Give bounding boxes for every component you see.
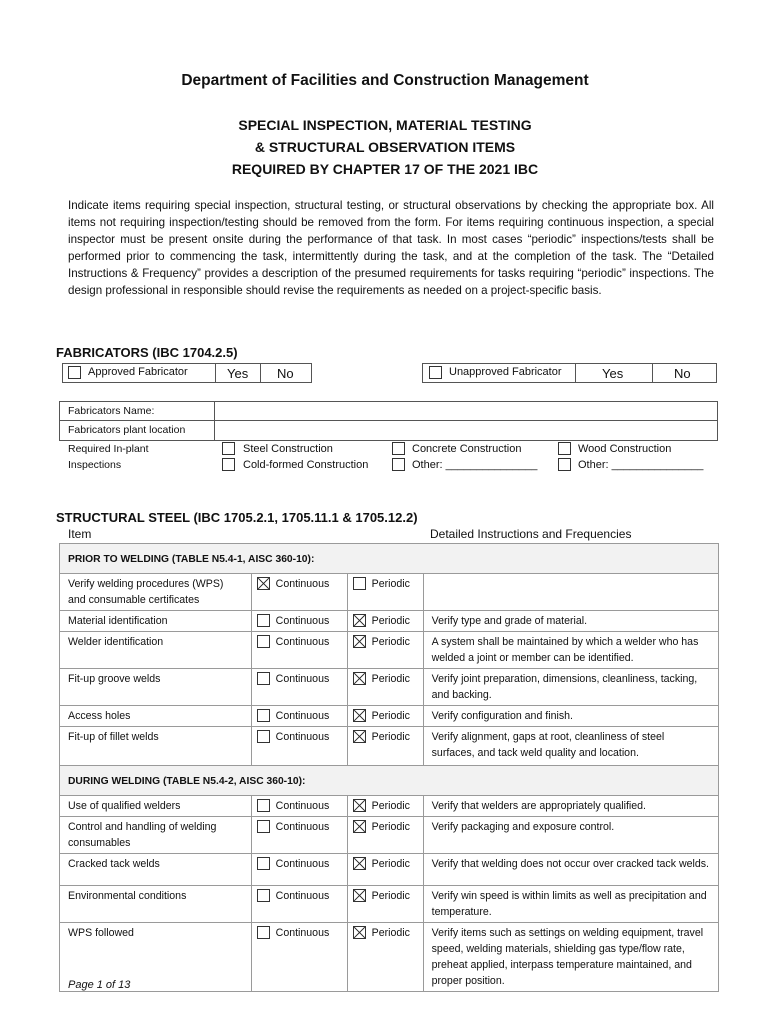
continuous-checkbox[interactable] [257,709,270,722]
continuous-checkbox[interactable] [257,820,270,833]
periodic-cell [347,669,423,706]
table-row [60,727,719,766]
periodic-checkbox[interactable] [353,820,366,833]
item-cell: Use of qualified welders [60,796,252,817]
continuous-checkbox[interactable] [257,799,270,812]
periodic-label: Periodic [371,578,410,590]
item-cell: WPS followed [60,923,252,992]
approved-no-option[interactable]: No [277,366,294,381]
fabricators-heading: FABRICATORS (IBC 1704.2.5) [56,345,238,360]
page-number: Page 1 of 13 [68,979,131,991]
continuous-checkbox[interactable] [257,730,270,743]
detail-cell: Verify alignment, gaps at root, cleanliness of steel surfaces, and tack weld quality and location. [423,727,718,766]
continuous-checkbox[interactable] [257,889,270,902]
periodic-checkbox[interactable] [353,730,366,743]
title-line-1: SPECIAL INSPECTION, MATERIAL TESTING [238,117,532,133]
unapproved-fabricator-checkbox[interactable] [429,366,442,379]
approved-fabricator-checkbox[interactable] [68,366,81,379]
periodic-cell [347,727,423,766]
item-cell: Fit-up groove welds [60,669,252,706]
item-cell: Environmental conditions [60,886,252,923]
section-header-row [60,766,719,796]
other-construction-field-1[interactable]: Other: _______________ [412,459,538,471]
continuous-cell [251,886,347,923]
item-cell: Material identification [60,611,252,632]
continuous-checkbox[interactable] [257,926,270,939]
steel-construction-label: Steel Construction [243,443,333,455]
detail-cell: Verify that welders are appropriately qualified. [423,796,718,817]
fabricators-name-input[interactable] [216,402,716,419]
continuous-label: Continuous [275,927,330,939]
periodic-checkbox[interactable] [353,577,366,590]
continuous-label: Continuous [275,673,330,685]
section-title: DURING WELDING (TABLE N5.4-2, AISC 360-10): [60,766,719,796]
required-inplant-label-2: Inspections [68,459,122,471]
periodic-label: Periodic [371,731,410,743]
periodic-label: Periodic [371,710,410,722]
detail-cell: Verify that welding does not occur over cracked tack welds. [423,854,718,886]
continuous-checkbox[interactable] [257,614,270,627]
periodic-label: Periodic [371,858,410,870]
wood-construction-label: Wood Construction [578,443,672,455]
unapproved-yes-option[interactable]: Yes [602,366,624,381]
periodic-checkbox[interactable] [353,889,366,902]
periodic-checkbox[interactable] [353,672,366,685]
other-construction-checkbox-2[interactable] [558,458,571,471]
table-row [60,611,719,632]
detail-cell: Verify configuration and finish. [423,706,718,727]
structural-steel-table [59,543,719,992]
continuous-cell [251,706,347,727]
periodic-checkbox[interactable] [353,926,366,939]
wood-construction-checkbox[interactable] [558,442,571,455]
detail-cell: Verify items such as settings on welding equipment, travel speed, welding materials, shielding gas type/flow rate, preheat applied, interpass temperature maintained, and proper position. [423,923,718,992]
periodic-label: Periodic [371,927,410,939]
item-column-header: Item [68,527,92,541]
approved-fabricator-label: Approved Fabricator [88,366,188,378]
periodic-label: Periodic [371,890,410,902]
section-title: PRIOR TO WELDING (TABLE N5.4-1, AISC 360-10): [60,544,719,574]
continuous-cell [251,854,347,886]
section-header-row [60,544,719,574]
table-row [60,632,719,669]
continuous-label: Continuous [275,858,330,870]
continuous-label: Continuous [275,710,330,722]
continuous-checkbox[interactable] [257,857,270,870]
steel-construction-checkbox[interactable] [222,442,235,455]
table-row [60,574,719,611]
fabricators-location-label: Fabricators plant location [68,424,186,436]
periodic-label: Periodic [371,615,410,627]
detail-cell: Verify joint preparation, dimensions, cleanliness, tacking, and backing. [423,669,718,706]
table-row [60,886,719,923]
table-row [60,854,719,886]
periodic-cell [347,796,423,817]
periodic-cell [347,886,423,923]
periodic-cell [347,706,423,727]
continuous-label: Continuous [275,731,330,743]
other-construction-checkbox-1[interactable] [392,458,405,471]
fabricators-location-input[interactable] [216,421,716,440]
periodic-checkbox[interactable] [353,635,366,648]
other-construction-field-2[interactable]: Other: _______________ [578,459,704,471]
periodic-checkbox[interactable] [353,614,366,627]
title-line-3: REQUIRED BY CHAPTER 17 OF THE 2021 IBC [231,161,539,177]
periodic-label: Periodic [371,636,410,648]
concrete-construction-label: Concrete Construction [412,443,522,455]
continuous-cell [251,796,347,817]
item-cell: Control and handling of welding consumables [60,817,252,854]
approved-yes-option[interactable]: Yes [227,366,249,381]
detail-cell: Verify win speed is within limits as well as precipitation and temperature. [423,886,718,923]
item-cell: Cracked tack welds [60,854,252,886]
continuous-label: Continuous [275,578,330,590]
table-row [60,706,719,727]
periodic-label: Periodic [371,800,410,812]
detail-cell [423,574,718,611]
table-row [60,669,719,706]
title-line-2: & STRUCTURAL OBSERVATION ITEMS [254,139,516,155]
continuous-cell [251,611,347,632]
unapproved-no-option[interactable]: No [674,366,691,381]
periodic-label: Periodic [371,821,410,833]
concrete-construction-checkbox[interactable] [392,442,405,455]
item-cell: Fit-up of fillet welds [60,727,252,766]
detail-cell: Verify packaging and exposure control. [423,817,718,854]
department-heading: Department of Facilities and Construction Management [181,72,589,89]
detail-column-header: Detailed Instructions and Frequencies [430,527,632,541]
periodic-cell [347,854,423,886]
continuous-label: Continuous [275,821,330,833]
continuous-label: Continuous [275,615,330,627]
continuous-cell [251,632,347,669]
continuous-label: Continuous [275,890,330,902]
periodic-cell [347,574,423,611]
detail-cell: A system shall be maintained by which a welder who has welded a joint or member can be identified. [423,632,718,669]
coldformed-construction-label: Cold-formed Construction [243,459,369,471]
periodic-cell [347,923,423,992]
continuous-cell [251,817,347,854]
continuous-cell [251,727,347,766]
detail-cell: Verify type and grade of material. [423,611,718,632]
item-cell: Access holes [60,706,252,727]
item-cell: Welder identification [60,632,252,669]
continuous-cell [251,923,347,992]
periodic-cell [347,611,423,632]
periodic-checkbox[interactable] [353,857,366,870]
periodic-checkbox[interactable] [353,709,366,722]
required-inplant-label-1: Required In-plant [68,443,149,455]
periodic-checkbox[interactable] [353,799,366,812]
continuous-label: Continuous [275,636,330,648]
table-row [60,796,719,817]
table-row [60,817,719,854]
intro-paragraph: Indicate items requiring special inspection, structural testing, or structural observations by checking the appropriate box. All items not requiring inspection/testing should be removed from the form. For items requiring continuous inspection, a special inspector must be present onsite during the performance of that task. In most cases “periodic” inspections/tests shall be performed prior to commencing the task, intermittently during the task, and at the completion of the task. The “Detailed Instructions & Frequency” provides a description of the presumed requirements for tasks requiring “periodic” inspections. The design professional in responsible should revise the requirements as needed on a project-specific basis. [68,199,714,298]
continuous-label: Continuous [275,800,330,812]
periodic-cell [347,817,423,854]
periodic-label: Periodic [371,673,410,685]
continuous-checkbox[interactable] [257,672,270,685]
structural-steel-heading: STRUCTURAL STEEL (IBC 1705.2.1, 1705.11.1 & 1705.12.2) [56,510,418,525]
coldformed-construction-checkbox[interactable] [222,458,235,471]
table-row [60,923,719,992]
continuous-checkbox[interactable] [257,577,270,590]
item-cell: Verify welding procedures (WPS) and consumable certificates [60,574,252,611]
unapproved-fabricator-label: Unapproved Fabricator [449,366,562,378]
continuous-checkbox[interactable] [257,635,270,648]
continuous-cell [251,669,347,706]
periodic-cell [347,632,423,669]
fabricators-name-label: Fabricators Name: [68,405,155,417]
continuous-cell [251,574,347,611]
column-divider [214,401,215,441]
